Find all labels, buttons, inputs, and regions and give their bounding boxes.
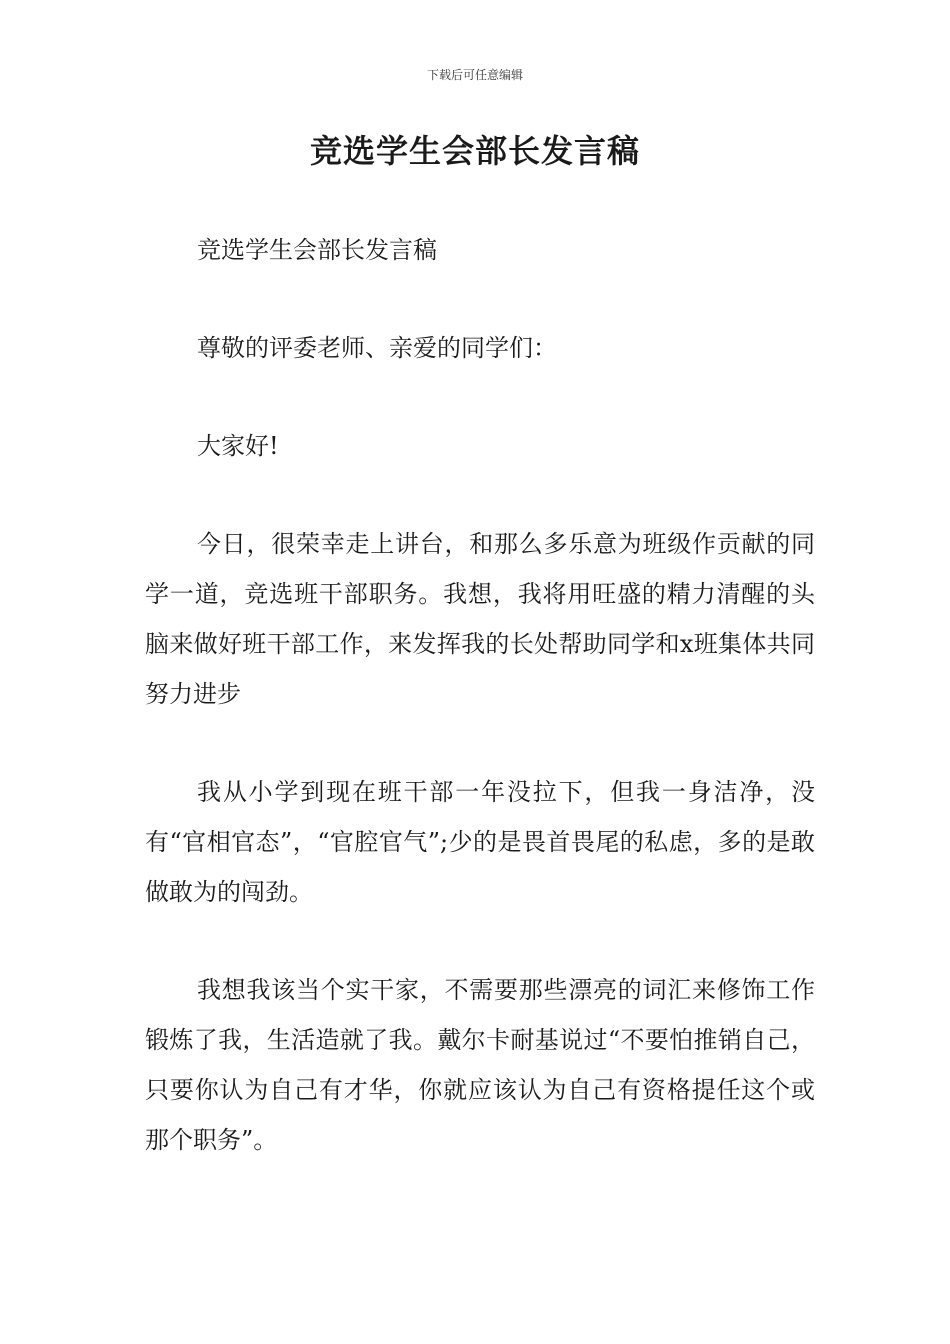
paragraph-salutation: 尊敬的评委老师、亲爱的同学们： xyxy=(197,334,557,362)
paragraph-intro: 今日，很荣幸走上讲台，和那么多乐意为班级作贡献的同学一道，竞选班干部职务。我想，我将用旺盛的精力清醒的头脑来做好班干部工作，来发挥我的长处帮助同学和x班集体共同努力进步 xyxy=(145,530,815,708)
paragraph-greeting: 大家好! xyxy=(197,432,279,460)
paragraph-conclusion: 我想我该当个实干家，不需要那些漂亮的词汇来修饰工作锻炼了我，生活造就了我。戴尔卡耐基说过“不要怕推销自己，只要你认为自己有才华，你就应该认为自己有资格提任这个或那个职务”。 xyxy=(145,976,815,1154)
document-title: 竞选学生会部长发言稿 xyxy=(309,132,640,170)
paragraph-experience: 我从小学到现在班干部一年没拉下，但我一身洁净，没有“官相官态”，“官腔官气”;少的是畏首畏尾的私虑，多的是敢做敢为的闯劲。 xyxy=(145,778,815,906)
header-note: 下载后可任意编辑 xyxy=(426,68,523,82)
paragraph-subtitle: 竞选学生会部长发言稿 xyxy=(197,236,437,264)
document-body xyxy=(145,225,815,1213)
